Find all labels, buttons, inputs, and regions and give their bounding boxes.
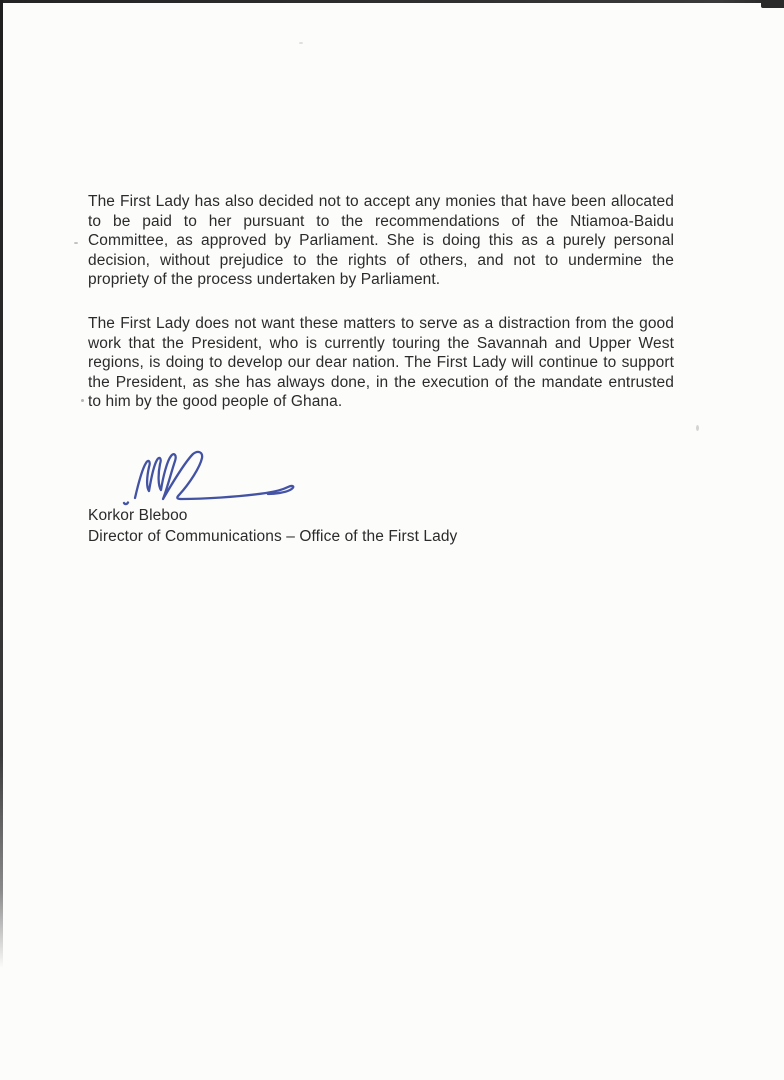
signoff-title: Director of Communications – Office of the First Lady <box>88 527 458 545</box>
paragraph-line: to him by the good people of Ghana. <box>88 393 343 411</box>
handwritten-signature <box>118 449 318 507</box>
letter-body <box>88 192 674 436</box>
paragraph-2 <box>88 314 674 412</box>
paragraph-line: propriety of the process undertaken by Parliament. <box>88 271 441 289</box>
scan-speck <box>696 425 699 431</box>
scan-speck <box>74 242 78 244</box>
scan-speck <box>299 42 303 44</box>
signoff-name: Korkor Bleboo <box>88 507 188 524</box>
paragraph-line: work that the President, who is currently touring the Savannah and Upper West <box>88 334 674 352</box>
signoff-block <box>88 506 457 547</box>
paragraph-line: Committee, as approved by Parliament. She is doing this as a purely personal <box>88 232 674 250</box>
paragraph-line: The First Lady has also decided not to accept any monies that have been allocated <box>88 193 674 210</box>
paragraph-line: The First Lady does not want these matters to serve as a distraction from the good <box>88 314 674 332</box>
scan-artifact-left-edge <box>0 0 3 968</box>
paragraph-line: to be paid to her pursuant to the recommendations of the Ntiamoa-Baidu <box>88 212 674 230</box>
signature-ink-strokes <box>118 449 318 507</box>
scan-artifact-top-edge <box>0 0 784 3</box>
paragraph-line: the President, as she has always done, in the execution of the mandate entrusted <box>88 373 674 391</box>
scan-speck <box>81 399 84 402</box>
paragraph-1 <box>88 192 674 290</box>
paragraph-line: regions, is doing to develop our dear nation. The First Lady will continue to support <box>88 354 674 372</box>
scan-artifact-top-right-corner <box>761 0 784 8</box>
paragraph-line: decision, without prejudice to the rights of others, and not to undermine the <box>88 251 674 269</box>
